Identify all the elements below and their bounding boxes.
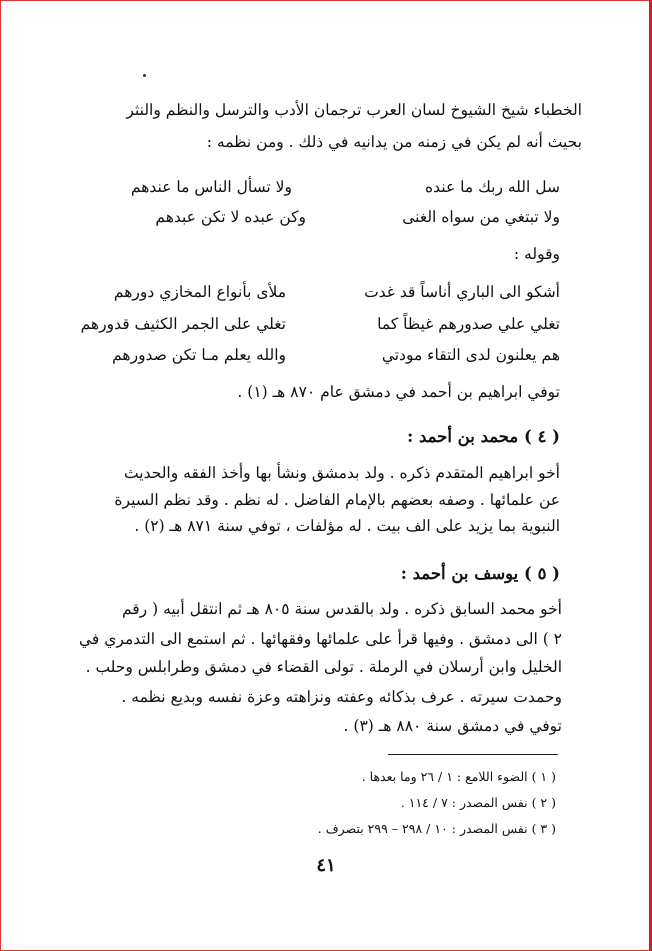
poem2-verse-1-right: أشكو الى الباري أناساً قد غدت: [364, 283, 560, 301]
section-5-heading: ( ٥ ) يوسف بن أحمد :: [400, 564, 560, 583]
section-4-line-1: أخو ابراهيم المتقدم ذكره . ولد بدمشق ونشأ بها وأخذ الفقه والحديث: [124, 464, 560, 482]
section-4-line-3: النبوية بما يزيد على الف بيت . له مؤلفات ، توفي سنة ٨٧١ هـ (٢) .: [134, 517, 560, 535]
intro-line-2: بحيث أنه لم يكن في زمنه من يدانيه في ذلك . ومن نظمه :: [206, 133, 582, 151]
section-4-line-2: عن علمائها . وصفه بعضهم بالإمام الفاضل . له نظم . وقد نظم السيرة: [114, 491, 560, 509]
section-5-line-2: ٢ ) الى دمشق . وفيها قرأ على علمائها وفقهائها . ثم استمع الى التدمري في: [79, 630, 562, 648]
section-5-line-5: توفي في دمشق سنة ٨٨٠ هـ (٣) .: [343, 717, 562, 735]
poem2-verse-3-right: هم يعلنون لدى التقاء مودتي: [381, 346, 560, 364]
poem1-verse-2-right: ولا تبتغي من سواه الغنى: [402, 208, 560, 226]
footnote-3: ( ٣ ) نفس المصدر : ١٠ / ٢٩٨ – ٢٩٩ بتصرف .: [317, 821, 556, 836]
footnote-rule: [388, 754, 558, 755]
footnote-2: ( ٢ ) نفس المصدر : ٧ / ١١٤ .: [400, 795, 556, 810]
section-5-line-3: الخليل وابن أرسلان في الرملة . تولى القضاء في دمشق وطرابلس وحلب .: [85, 658, 562, 676]
intro-line-1: الخطباء شيخ الشيوخ لسان العرب ترجمان الأدب والترسل والنظم والنثر: [126, 101, 582, 119]
poem2-verse-2-right: تغلي علي صدورهم غيظاً كما: [377, 315, 560, 333]
page-number: ٤١: [316, 855, 336, 876]
section-5-line-1: أخو محمد السابق ذكره . ولد بالقدس سنة ٨٠٥ هـ ثم انتقل أبيه ( رقم: [121, 600, 562, 618]
poem1-verse-1-right: سل الله ربك ما عنده: [425, 178, 560, 196]
poem1-verse-1-left: ولا تسأل الناس ما عندهم: [130, 178, 292, 196]
poem1-verse-2-left: وكن عبده لا تكن عبدهم: [155, 208, 306, 226]
poem2-verse-1-left: ملأى بأنواع المخازي دورهم: [113, 283, 286, 301]
section-5-line-4: وحمدت سيرته . عرف بذكائه وعفته ونزاهته وعزة نفسه وبديع نظمه .: [121, 688, 562, 706]
death-note-1: توفي ابراهيم بن أحمد في دمشق عام ٨٧٠ هـ (١) .: [237, 383, 560, 401]
footnote-1: ( ١ ) الضوء اللامع : ١ / ٢٦ وما بعدها .: [361, 769, 556, 784]
poem2-verse-2-left: تغلي على الجمر الكثيف قدورهم: [80, 315, 286, 333]
scan-speck: [143, 74, 146, 77]
section-4-heading: ( ٤ ) محمد بن أحمد :: [407, 427, 560, 446]
poem2-verse-3-left: والله يعلم مـا تكن صدورهم: [112, 346, 286, 364]
poem2-intro: وقوله :: [513, 245, 560, 263]
